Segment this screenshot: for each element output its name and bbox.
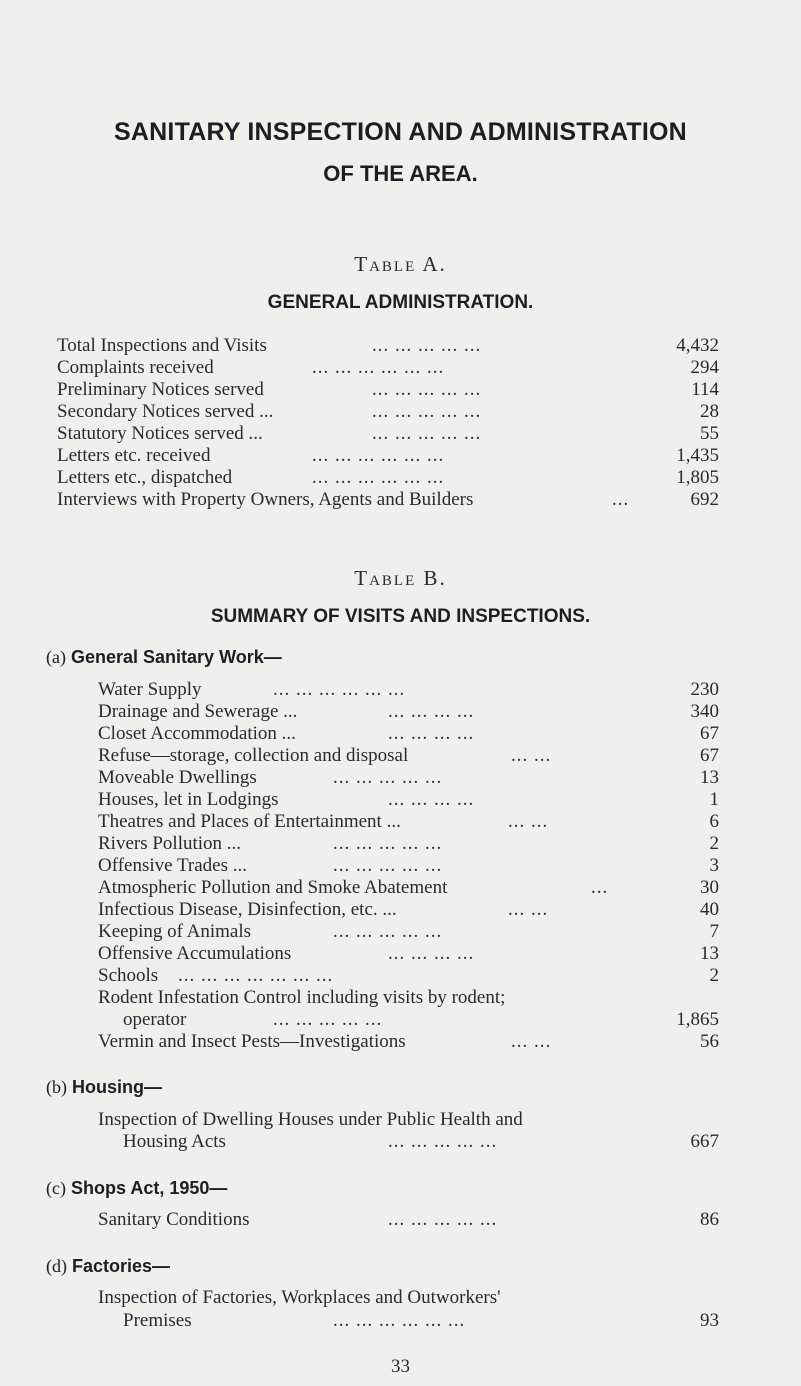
row-label: Housing Acts — [123, 1131, 226, 1152]
row-value: 114 — [691, 379, 719, 400]
row-label: Moveable Dwellings — [98, 767, 257, 788]
row-value: 56 — [700, 1031, 719, 1052]
row-label: Secondary Notices served ... — [57, 401, 274, 422]
table-row — [57, 401, 719, 423]
leader-dots: ... ... — [508, 811, 549, 832]
leader-dots: ... ... ... ... — [388, 723, 475, 744]
row-label: Closet Accommodation ... — [98, 723, 296, 744]
leader-dots: ... ... ... ... ... ... — [333, 1310, 466, 1331]
section-title: Housing— — [72, 1077, 163, 1097]
table-b-heading: SUMMARY OF VISITS AND INSPECTIONS. — [210, 606, 591, 627]
row-value: 230 — [690, 679, 719, 700]
table-row — [98, 811, 719, 833]
row-label: Offensive Accumulations — [98, 943, 292, 964]
leader-dots: ... ... ... ... — [388, 701, 475, 722]
row-label: Statutory Notices served ... — [57, 423, 263, 444]
row-value: 6 — [709, 811, 719, 832]
table-row — [98, 943, 719, 965]
table-row — [98, 1031, 719, 1053]
row-value: 1,435 — [676, 445, 719, 466]
table-row — [98, 1209, 719, 1231]
table-row — [98, 679, 719, 701]
table-a-label: Table A. — [354, 252, 447, 276]
leader-dots: ... ... ... ... ... — [333, 767, 443, 788]
table-row — [57, 467, 719, 489]
leader-dots: ... ... ... ... ... ... — [273, 679, 406, 700]
row-label: Premises — [123, 1310, 192, 1331]
row-label: Rivers Pollution ... — [98, 833, 242, 854]
leader-dots: ... ... ... ... — [388, 789, 475, 810]
factories-line-1: Inspection of Factories, Workplaces and Outworkers' — [98, 1287, 501, 1308]
table-row — [98, 723, 719, 745]
row-value: 67 — [700, 745, 719, 766]
row-value: 30 — [700, 877, 719, 898]
row-value: 13 — [700, 943, 719, 964]
table-row — [57, 335, 719, 357]
row-label: Complaints received — [57, 357, 214, 378]
row-label: Houses, let in Lodgings — [98, 789, 279, 810]
row-value: 67 — [700, 723, 719, 744]
leader-dots: ... ... ... ... ... — [372, 401, 482, 422]
row-value: 55 — [700, 423, 719, 444]
housing-line-1: Inspection of Dwelling Houses under Public Health and — [98, 1109, 523, 1130]
leader-dots: ... ... ... ... ... — [388, 1209, 498, 1230]
row-value: 93 — [700, 1310, 719, 1331]
table-b-label: Table B. — [354, 566, 447, 590]
section-title: General Sanitary Work— — [71, 647, 282, 667]
row-label: Total Inspections and Visits — [57, 335, 267, 356]
row-value: 294 — [690, 357, 719, 378]
row-value: 692 — [690, 489, 719, 510]
table-row — [98, 767, 719, 789]
table-row — [98, 833, 719, 855]
page-subtitle: OF THE AREA. — [323, 161, 478, 186]
leader-dots: ... ... ... ... ... — [372, 423, 482, 444]
table-row — [57, 445, 719, 467]
section-letter: (c) — [46, 1178, 66, 1198]
leader-dots: ... ... ... ... ... — [372, 379, 482, 400]
section-c-heading — [46, 1178, 227, 1199]
row-label: Sanitary Conditions — [98, 1209, 250, 1230]
leader-dots: ... ... ... ... ... — [372, 335, 482, 356]
table-row — [98, 899, 719, 921]
leader-dots: ... — [612, 489, 630, 510]
table-row — [98, 877, 719, 899]
row-label: operator — [123, 1009, 187, 1030]
leader-dots: ... ... ... ... — [388, 943, 475, 964]
table-row — [57, 379, 719, 401]
leader-dots: ... ... ... ... ... — [273, 1009, 383, 1030]
table-row — [98, 745, 719, 767]
row-label: Letters etc., dispatched — [57, 467, 233, 488]
row-value: 4,432 — [676, 335, 719, 356]
row-value: 13 — [700, 767, 719, 788]
table-row — [57, 489, 719, 511]
row-label: Letters etc. received — [57, 445, 211, 466]
table-row — [57, 357, 719, 379]
row-label: Water Supply — [98, 679, 202, 700]
table-row — [98, 965, 719, 987]
table-row — [98, 921, 719, 943]
rodent-line-1: Rodent Infestation Control including visits by rodent; — [98, 987, 506, 1008]
row-value: 2 — [709, 965, 719, 986]
leader-dots: ... ... ... ... ... — [388, 1131, 498, 1152]
row-label: Infectious Disease, Disinfection, etc. ... — [98, 899, 397, 920]
leader-dots: ... ... — [511, 1031, 552, 1052]
row-value: 1 — [709, 789, 719, 810]
row-value: 28 — [700, 401, 719, 422]
page-number: 33 — [391, 1356, 410, 1377]
row-label: Drainage and Sewerage ... — [98, 701, 298, 722]
leader-dots: ... ... ... ... ... — [333, 921, 443, 942]
section-letter: (a) — [46, 647, 66, 667]
row-value: 1,805 — [676, 467, 719, 488]
row-label: Offensive Trades ... — [98, 855, 248, 876]
row-value: 1,865 — [676, 1009, 719, 1030]
table-row — [98, 701, 719, 723]
row-label: Interviews with Property Owners, Agents and Builders — [57, 489, 474, 510]
row-value: 86 — [700, 1209, 719, 1230]
leader-dots: ... ... ... ... ... ... ... — [178, 965, 334, 986]
section-a-heading — [46, 647, 282, 668]
row-label: Keeping of Animals — [98, 921, 252, 942]
leader-dots: ... ... ... ... ... — [333, 855, 443, 876]
page-title: SANITARY INSPECTION AND ADMINISTRATION — [114, 118, 687, 146]
table-row — [98, 1310, 719, 1332]
table-row — [98, 1131, 719, 1153]
section-d-heading — [46, 1256, 170, 1277]
row-label: Theatres and Places of Entertainment ... — [98, 811, 401, 832]
section-title: Shops Act, 1950— — [71, 1178, 228, 1198]
section-b-heading — [46, 1077, 162, 1098]
row-value: 667 — [690, 1131, 719, 1152]
section-letter: (d) — [46, 1256, 67, 1276]
row-label: Atmospheric Pollution and Smoke Abatement — [98, 877, 448, 898]
section-letter: (b) — [46, 1077, 67, 1097]
table-row — [98, 789, 719, 811]
row-label: Preliminary Notices served — [57, 379, 264, 400]
row-value: 2 — [709, 833, 719, 854]
table-row — [98, 1009, 719, 1031]
leader-dots: ... ... ... ... ... — [333, 833, 443, 854]
table-row — [57, 423, 719, 445]
leader-dots: ... ... — [511, 745, 552, 766]
leader-dots: ... ... ... ... ... ... — [312, 467, 445, 488]
leader-dots: ... — [591, 877, 609, 898]
table-row — [98, 855, 719, 877]
table-a-heading: GENERAL ADMINISTRATION. — [267, 292, 534, 313]
row-label: Vermin and Insect Pests—Investigations — [98, 1031, 406, 1052]
leader-dots: ... ... — [508, 899, 549, 920]
row-label: Refuse—storage, collection and disposal — [98, 745, 409, 766]
section-title: Factories— — [72, 1256, 171, 1276]
leader-dots: ... ... ... ... ... ... — [312, 357, 445, 378]
row-value: 340 — [690, 701, 719, 722]
row-value: 7 — [709, 921, 719, 942]
row-label: Schools — [98, 965, 159, 986]
leader-dots: ... ... ... ... ... ... — [312, 445, 445, 466]
row-value: 3 — [709, 855, 719, 876]
row-value: 40 — [700, 899, 719, 920]
